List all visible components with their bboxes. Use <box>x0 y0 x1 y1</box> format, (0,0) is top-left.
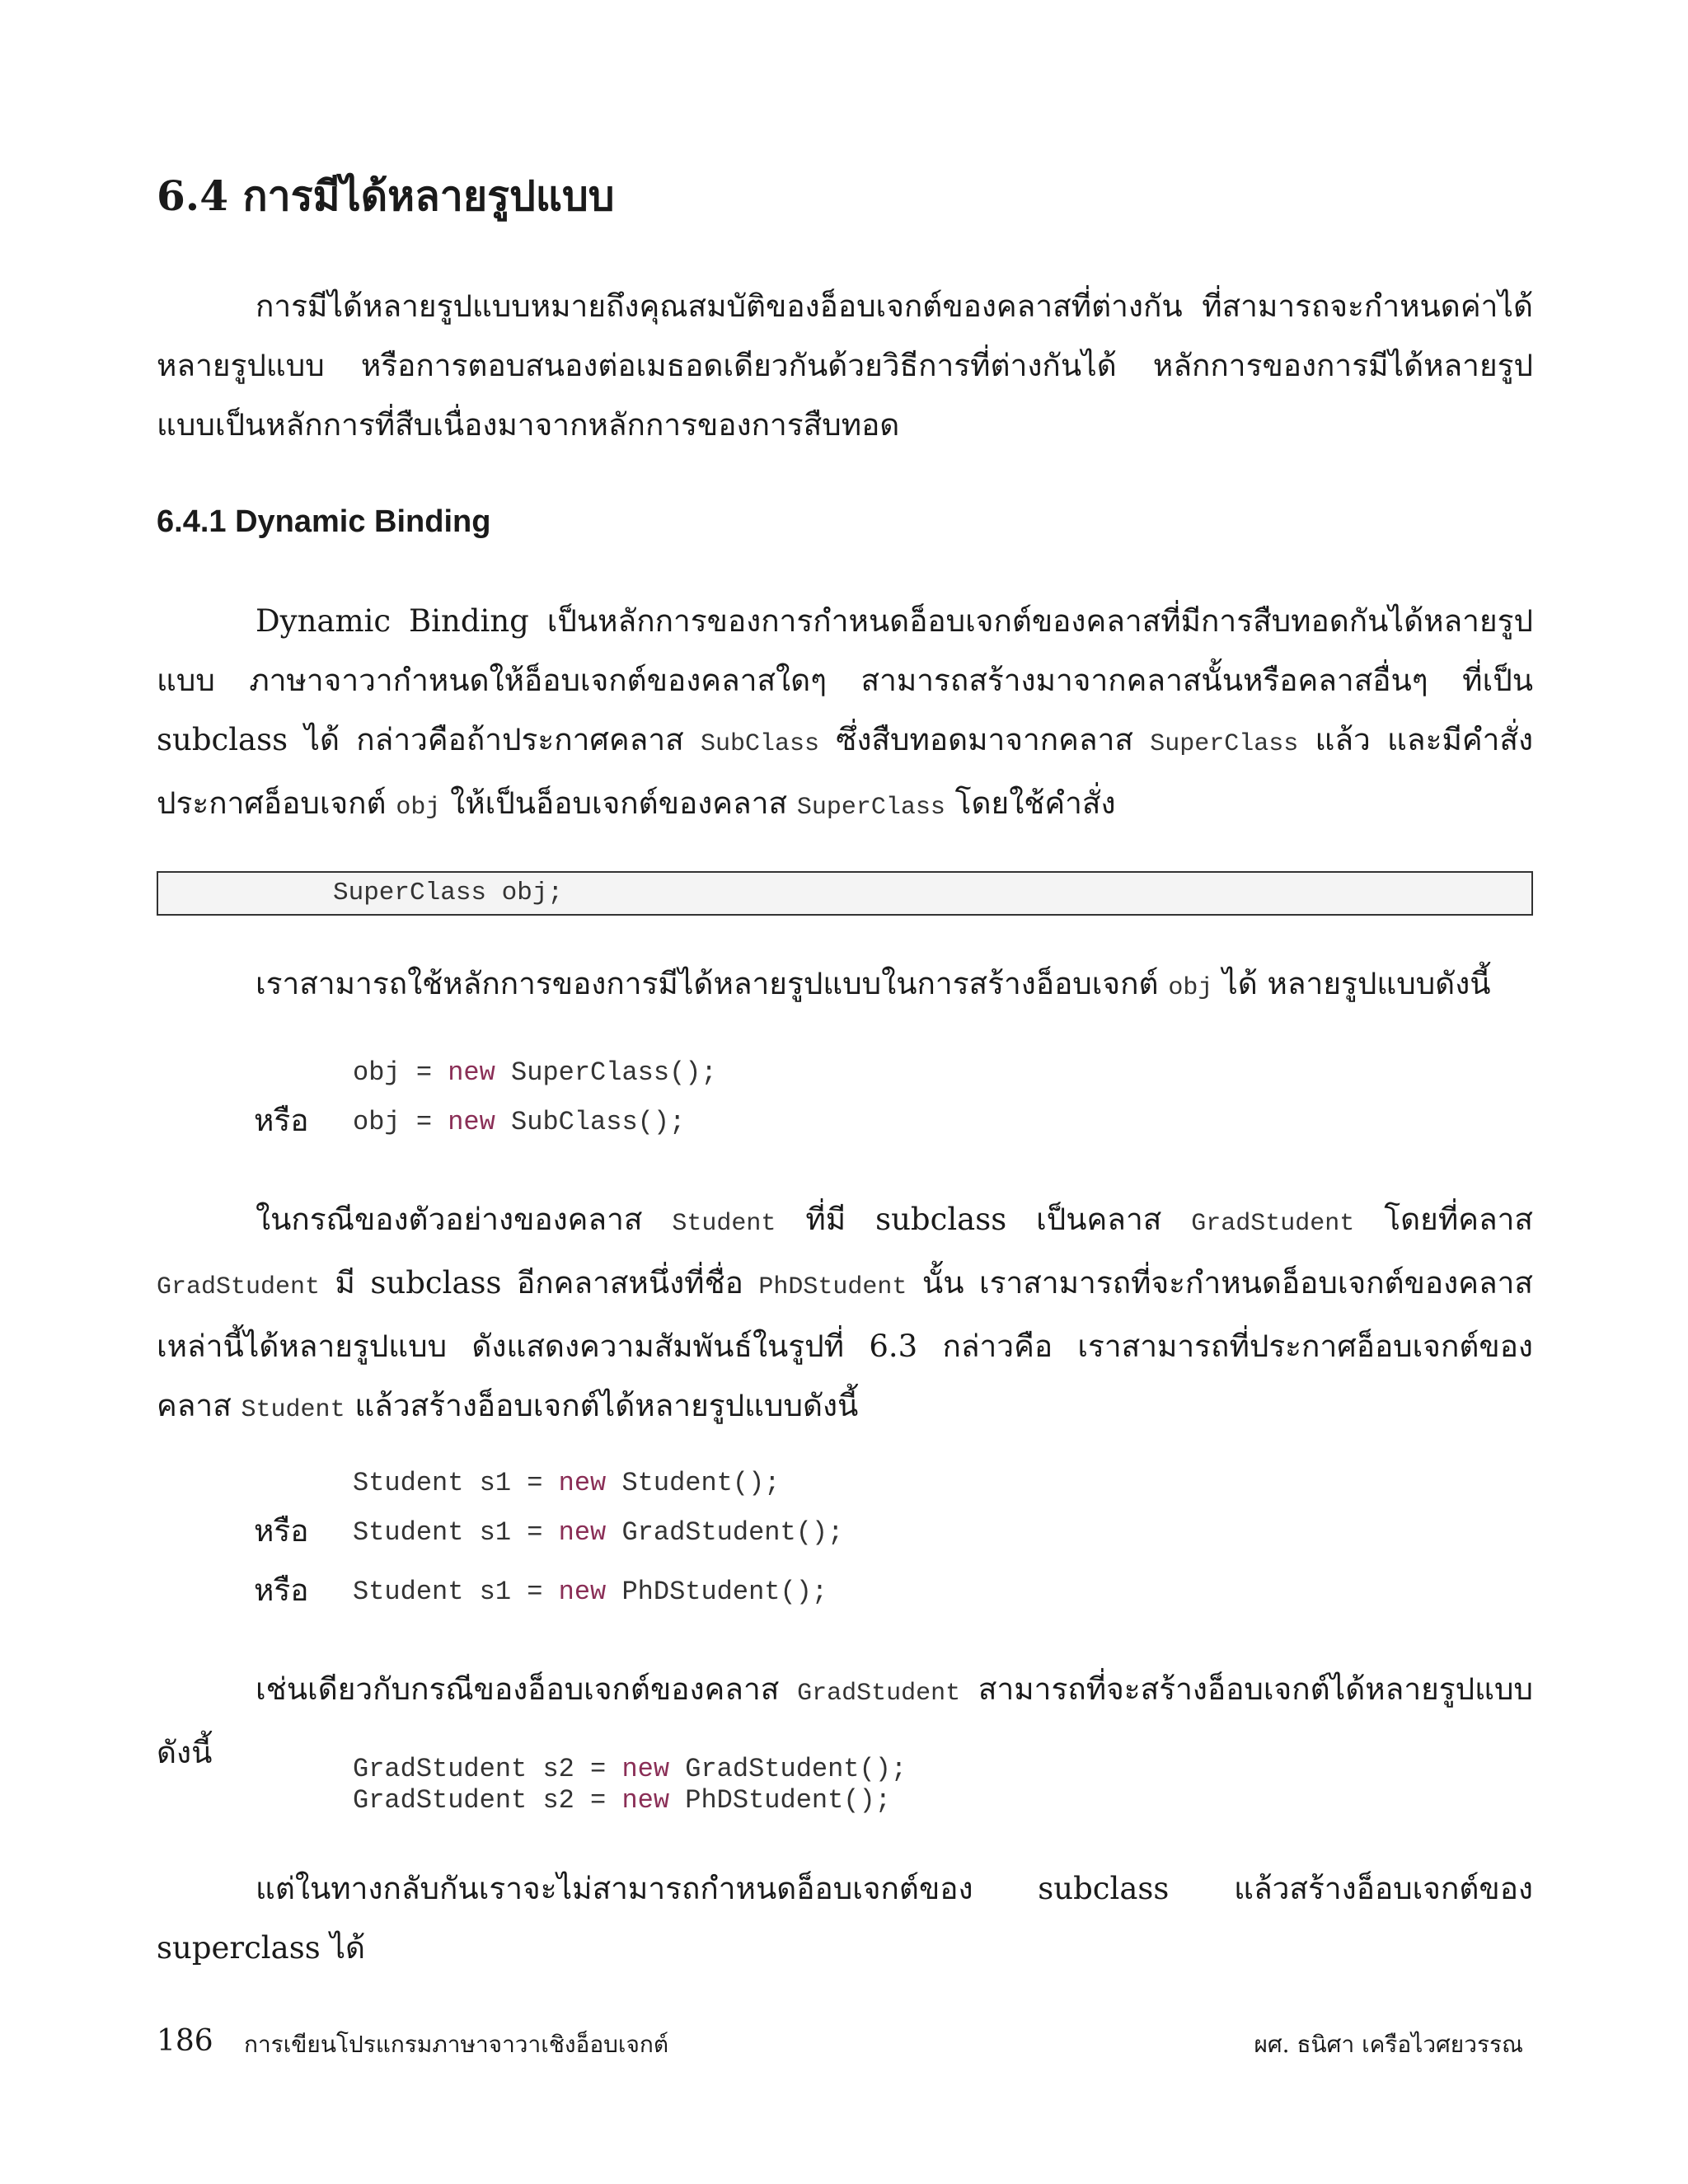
code-line <box>353 1465 780 1502</box>
inline-code: SuperClass <box>796 794 945 822</box>
student-paragraph <box>157 1190 1533 1440</box>
code-keyword: new <box>448 1107 495 1137</box>
text: ให้เป็นอ็อบเจกต์ของคลาส <box>440 785 797 821</box>
inline-code: Student <box>241 1396 345 1424</box>
code-text: Student s1 = <box>353 1468 559 1498</box>
code-box <box>157 871 1533 916</box>
code-text: PhDStudent(); <box>606 1577 828 1607</box>
code-text: obj = <box>353 1107 448 1137</box>
code-text: GradStudent s2 = <box>353 1754 622 1784</box>
code-text: Student s1 = <box>353 1577 559 1607</box>
code-keyword: new <box>558 1517 607 1548</box>
inline-code: obj <box>1168 974 1213 1002</box>
code-keyword: new <box>558 1468 607 1498</box>
inline-code: SubClass <box>700 730 819 758</box>
text: นั้น เราสามารถที่จะกำหนดอ็อบเจกต์ของคลาสเหล่านี้ได้หลายรูปแบบ ดังแสดงความสัมพันธ์ในรูปที่ 6.3 กล่าวคือ เราสามารถที่ประกาศอ็อบเจกต์ของคลาส <box>157 1265 1533 1423</box>
inline-code: GradStudent <box>797 1680 961 1708</box>
inline-code: GradStudent <box>157 1273 321 1301</box>
code-keyword: new <box>621 1785 670 1816</box>
text: ในกรณีของตัวอย่างของคลาส <box>256 1202 673 1237</box>
closing-text: แต่ในทางกลับกันเราจะไม่สามารถกำหนดอ็อบเจกต์ของ subclass แล้วสร้างอ็อบเจกต์ของ superclass ได้ <box>157 1871 1533 1966</box>
or-label: หรือ <box>254 1572 309 1608</box>
code-keyword: new <box>621 1754 670 1784</box>
text: ได้ หลายรูปแบบดังนี้ <box>1212 966 1491 1001</box>
or-label: หรือ <box>254 1513 309 1549</box>
code-text: GradStudent(); <box>606 1517 844 1548</box>
code-text: Student s1 = <box>353 1517 559 1548</box>
page-number: 186 <box>157 2024 213 2058</box>
code-text: SubClass(); <box>495 1107 686 1137</box>
code-keyword: new <box>448 1057 495 1088</box>
or-label: หรือ <box>254 1103 309 1138</box>
subsection-heading: 6.4.1 Dynamic Binding <box>157 504 491 539</box>
inline-code: SuperClass <box>1150 730 1299 758</box>
code-text: GradStudent s2 = <box>353 1785 622 1816</box>
text: เราสามารถใช้หลักการของการมีได้หลายรูปแบบในการสร้างอ็อบเจกต์ <box>256 966 1169 1001</box>
code-text: PhDStudent(); <box>669 1785 891 1816</box>
text: เช่นเดียวกับกรณีของอ็อบเจกต์ของคลาส <box>256 1671 798 1707</box>
dynamic-binding-paragraph <box>157 592 1533 837</box>
code-line <box>353 1754 907 1785</box>
text: แล้ว และมีคำสั่งประกาศอ็อบเจกต์ <box>157 722 1534 821</box>
text: โดยที่คลาส <box>1354 1202 1534 1237</box>
text: มี subclass อีกคลาสหนึ่งที่ชื่อ <box>320 1265 759 1301</box>
closing-paragraph <box>157 1859 1533 1978</box>
inline-code: PhDStudent <box>758 1273 907 1301</box>
book-title: การเขียนโปรแกรมภาษาจาวาเชิงอ็อบเจกต์ <box>244 2031 669 2058</box>
code-box-text: SuperClass obj; <box>333 879 564 907</box>
intro-text: การมีได้หลายรูปแบบหมายถึงคุณสมบัติของอ็อบเจกต์ของคลาสที่ต่างกัน ที่สามารถจะกำหนดค่าได้หลายรูปแบบ หรือการตอบสนองต่อเมธอดเดียวกันด้วยวิธีการที่ต่างกันได้ หลักการของการมีได้หลายรูปแบบเป็นหลักการที่สืบเนื่องมาจากหลักการของการสืบทอด <box>157 288 1533 443</box>
text: แล้วสร้างอ็อบเจกต์ได้หลายรูปแบบดังนี้ <box>345 1388 859 1423</box>
text: โดยใช้คำสั่ง <box>945 785 1116 821</box>
code-text: SuperClass(); <box>495 1057 717 1088</box>
code-line <box>353 1574 828 1610</box>
text: ซึ่งสืบทอดมาจากคลาส <box>819 722 1151 757</box>
intro-paragraph <box>157 277 1533 455</box>
inline-code: Student <box>672 1210 776 1238</box>
text: ที่มี subclass เป็นคลาส <box>776 1202 1192 1237</box>
code-line <box>353 1515 843 1551</box>
inline-code: obj <box>396 794 441 822</box>
code-line <box>353 1104 685 1141</box>
author-name: ผศ. ธนิศา เครือไวศยวรรณ <box>1254 2031 1523 2058</box>
inline-code: GradStudent <box>1191 1210 1355 1238</box>
code-text: Student(); <box>606 1468 781 1498</box>
code-line <box>353 1785 891 1816</box>
code-text: GradStudent(); <box>669 1754 907 1784</box>
polymorphism-paragraph <box>157 954 1533 1018</box>
section-heading: 6.4 การมีได้หลายรูปแบบ <box>157 171 615 220</box>
code-text: obj = <box>353 1057 448 1088</box>
code-keyword: new <box>558 1577 607 1607</box>
text: Dynamic Binding เป็นหลักการของการกำหนดอ็อบเจกต์ของคลาสที่มีการสืบทอดกันได้หลายรูปแบบ ภาษาจาวากำหนดให้อ็อบเจกต์ของคลาสใดๆ สามารถสร้างมาจากคลาสนั้นหรือคลาสอื่นๆ ที่เป็น subclass ได้ กล่าวคือถ้าประกาศคลาส <box>157 603 1533 757</box>
text: สามารถที่จะสร้างอ็อบเจกต์ได้หลายรูปแบบดังนี้ <box>157 1671 1533 1770</box>
code-line <box>353 1055 717 1091</box>
